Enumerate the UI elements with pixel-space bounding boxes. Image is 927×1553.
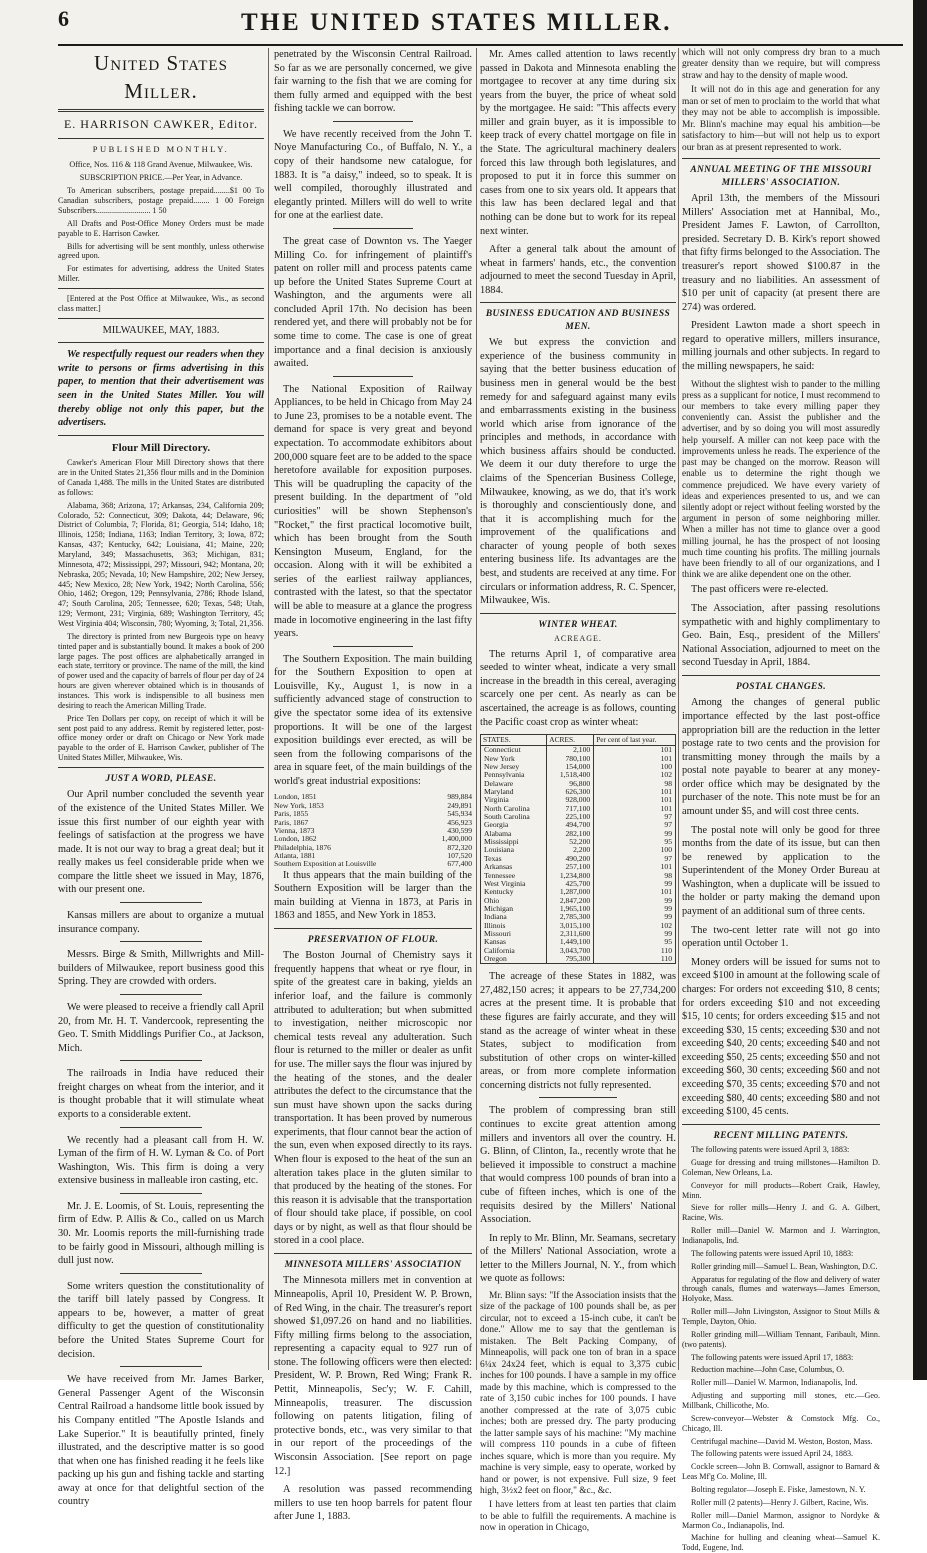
article-paragraph: The Boston Journal of Chemistry says it frequently happens that wheat or rye flour, in spite of the greatest care in baking, yields an inferior loaf, and the failure is commonly attributed to adulteration; but when submitted to investigation, neither microscopic nor chemical tests reveal any adulteration. Such flour is returned to the miller or dealer as unfit for use. The miller says the flour was injured by the heating of the stones, and the dealer attributes the defect to the circumstance that the sun must have shown upon the sacks during transportation. It has been proved by numerous experiments, that flour cannot bear the action of the sun, even when exposed directly to its rays. When flour is exposed to the heat of the sun an alteration takes place in the gluten similar to that produced by the heating of the stones. For this reason it is advisable that the transportation of flour should take place, if possible, on cool days or by night, as well as that flour should be stored in a cool place. <box>274 950 472 1247</box>
article-paragraph: In reply to Mr. Blinn, Mr. Seamans, secretary of the Millers' National Association, wrote a letter to the Millers Journal, N. Y., from which we quote as follows: <box>480 1232 676 1285</box>
column-rule <box>678 48 679 1370</box>
exposition-name: Philadelphia, 1876 <box>274 842 331 852</box>
exposition-name: Vienna, 1873 <box>274 825 315 835</box>
article-paragraph: Mr. Ames called attention to laws recently passed in Dakota and Minnesota enabling the mortgagee to recover at any time during six years from the buyer, the price of wheat sold by the mortgagee. He said: "This affects every miller and grain buyer, as it is impossible to keep track of every chattel mortgage on file in the State. The agricultural machinery dealers forced this law through both legislatures, and proposed to put it in force this summer on cases from one to six years old. It appears that this law has been declared legal and that nothing can be done but to work for its repeal next winter. <box>480 49 676 237</box>
state-cell: Louisiana <box>481 846 547 854</box>
article-paragraph: penetrated by the Wisconsin Central Railroad. So far as we are personally concerned, we give fair warning to the fish that we are coming for them fully armed and equipped with the best fishing tackle we can borrow. <box>274 49 472 115</box>
acres-cell: 717,100 <box>547 805 594 813</box>
exposition-name: London, 1862 <box>274 834 317 844</box>
divider <box>120 1366 202 1367</box>
bills-note: Bills for advertising will be sent monthly, unless otherwise agreed upon. <box>58 241 264 261</box>
dateline: MILWAUKEE, MAY, 1883. <box>102 324 220 336</box>
divider <box>58 342 264 343</box>
patent-entry: Adjusting and supporting mill stones, etc.—Geo. Millbank, Chillicothe, Mo. <box>682 1391 880 1411</box>
state-cell: Missouri <box>481 930 547 938</box>
article-paragraph: April 13th, the members of the Missouri Millers' Association met at Hannibal, Mo., President James F. Lawton, of Carrollton, presided. Secretary D. B. Kirk's report showed that fifty firms belonged to the Association. The treasurer's report showed $100.87 in the treasury and no liabilities. An assessment of $10 per unit of capacity (at present there are 274) was ordered. <box>682 193 880 313</box>
price-list: To American subscribers, postage prepaid........$1 00 To Canadian subscribers, postage prepaid........ 1 00 Foreign Subscribers........................... 1 50 <box>58 186 264 215</box>
state-cell: West Virginia <box>481 880 547 888</box>
article-paragraph: The Association, after passing resolutions sympathetic with and highly complimentary to Geo. Bain, Esq., president of the Millers' National Association, adjourned to meet on the second Tuesday in April, 1884. <box>682 603 880 669</box>
divider <box>58 318 264 319</box>
acres-cell: 1,449,100 <box>547 938 594 946</box>
article-paragraph: Mr. J. E. Loomis, of St. Louis, representing the firm of Edw. P. Allis & Co., called on us March 30. Mr. Loomis reports the mill-furnishing trade to be fairly good in Missouri, although milling is dull just now. <box>58 1200 264 1267</box>
article-paragraph: Our April number concluded the seventh year of the existence of the United States Miller. We issue this first number of our eighth year with feelings of satisfaction at the progress we have made. It is not our way to brag a great deal; but it really makes us feel considerable pride when we compare the little sheet we issued in May, 1876, with our present one. <box>58 789 264 896</box>
directory-price: Price Ten Dollars per copy, on receipt of which it will be sent post paid to any address. Remit by registered letter, post-office money order or draft on Chicago or New York made payable to the order of E. Harrison Cawker, publisher of The United States Miller, Milwaukee, Wis. <box>58 713 264 763</box>
patent-entry: Reduction machine—John Case, Columbus, O. <box>691 1365 845 1375</box>
quoted-letter: It will not do in this age and generation for any man or set of men to proclaim to the world that what they may not be able to accomplish is impossible. Mr. Blinn's machine may equal his ambition—be satisfactory to him—but will not help us to export our bran as at present represented to work. <box>682 85 880 153</box>
article-paragraph: The two-cent letter rate will not go into operation until October 1. <box>682 924 880 950</box>
acres-cell: 2,100 <box>547 746 594 755</box>
exposition-name: New York, 1853 <box>274 800 324 810</box>
exposition-row <box>274 860 472 868</box>
divider <box>539 1097 617 1098</box>
percent-cell: 99 <box>594 830 676 838</box>
acres-cell: 2,847,200 <box>547 897 594 905</box>
divider <box>274 928 472 929</box>
state-cell: North Carolina <box>481 805 547 813</box>
patent-entry: The following patents were issued April 10, 1883: <box>691 1248 854 1258</box>
subscription-line: SUBSCRIPTION PRICE.—Per Year, in Advance. <box>79 173 243 183</box>
winter-wheat-heading: WINTER WHEAT. <box>538 619 618 630</box>
patent-entry: The following patents were issued April 24, 1883. <box>691 1449 854 1459</box>
divider <box>682 675 880 676</box>
divider <box>120 1193 202 1194</box>
exposition-name: Paris, 1855 <box>274 809 309 819</box>
acres-cell: 2,785,300 <box>547 913 594 921</box>
acres-cell: 96,800 <box>547 780 594 788</box>
article-paragraph: Messrs. Birge & Smith, Millwrights and Mill-builders of Milwaukee, report business good this Spring. They are crowded with orders. <box>58 949 264 988</box>
reader-request: We respectfully request our readers when they write to persons or firms advertising in this paper, to mention that their advertisement was seen in the United States Miller. You will thereby oblige not only this paper, but the advertisers. <box>58 349 264 429</box>
state-cell: New Jersey <box>481 763 547 771</box>
percent-cell: 101 <box>594 888 676 896</box>
acreage-subheading: ACREAGE. <box>554 634 602 644</box>
article-paragraph: Kansas millers are about to organize a mutual insurance company. <box>58 910 264 935</box>
divider <box>333 228 412 229</box>
estimates-note: For estimates for advertising, address the United States Miller. <box>58 264 264 284</box>
acres-cell: 3,015,100 <box>547 922 594 930</box>
acres-cell: 780,100 <box>547 755 594 763</box>
masthead-rule <box>58 44 903 46</box>
percent-cell: 95 <box>594 938 676 946</box>
state-cell: Delaware <box>481 780 547 788</box>
acres-cell: 2,200 <box>547 846 594 854</box>
quoted-letter: Mr. Blinn says: "If the Association insists that the size of the package of 100 pounds shall be, as per circular, not to exceed a 15-inch cube, it can't be done." Allow me to say that the gentleman is mistaken. The Belt Packing Company, of Minneapolis, will pack one ton of bran in a space 6¼x 24x24 feet, which is equal to 3,375 cubic inches for 100 pounds. I have a sample in my office made by this machine, which is compressed to the rate of 3,150 cubic inches for 100 pounds. I have another compressed at the rate of 3,075 cubic inches; both are pressed dry. The party producing the latter sample says of his machine: "My machine will compress 110 pounds in a cube of fifteen inches square, which is more than you require. My machine is very simple, easy to operate, worked by hand or power, is not expensive. Full size, 9 feet high, 3½x2 feet on floor," &c., &c. <box>480 1291 676 1496</box>
patent-list <box>682 1145 880 1553</box>
state-cell: Michigan <box>481 905 547 913</box>
published-line: PUBLISHED MONTHLY. <box>92 144 230 155</box>
page-number: 6 <box>58 6 69 31</box>
column-rule <box>268 48 269 1370</box>
percent-cell: 101 <box>594 788 676 796</box>
patent-entry: Sieve for roller mills—Henry J. and G. A. Gilbert, Racine, Wis. <box>682 1203 880 1223</box>
exposition-area: 677,400 <box>447 859 472 869</box>
orders-note: All Drafts and Post-Office Money Orders must be made payable to E. Harrison Cawker. <box>58 218 264 238</box>
article-paragraph: We but express the conviction and experience of the business community in saying that the better business education of business men in general would be the best remedy for and safeguard against many evils and embarrassments existing in the business world which arise from ignorance of the principles and methods, in accordance with which business affairs should be conducted. We deem it our duty therefore to urge the claims of the Spencerian Business College, Milwaukee, knowing, as we do, that it's work is thoroughly and conscientiously done, and that it is accomplishing much for the improvement of the qualifications and character of young people of both sexes entering business life. Its advantages are the best, and students are received at any time. For circulars or information address, R. C. Spencer, Milwaukee, Wis. <box>480 337 676 607</box>
column-1 <box>58 48 264 1508</box>
office-line: Office, Nos. 116 & 118 Grand Avenue, Milwaukee, Wis. <box>69 160 253 170</box>
article-paragraph: The postal note will only be good for three months from the date of its issue, but can then be renewed by application to the Superintendent of the Money Order Bureau at Washington, when a duplicate will be issued to the holder or party making the demand upon payment of an additional sum of three cents. <box>682 824 880 918</box>
state-cell: Alabama <box>481 830 547 838</box>
quoted-letter: which will not only compress dry bran to a much greater density than we require, but will compress straw and hay to the density of maple wood. <box>682 48 880 81</box>
percent-cell: 97 <box>594 855 676 863</box>
patent-entry: The following patents were issued April 3, 1883: <box>691 1145 850 1155</box>
acres-cell: 494,700 <box>547 821 594 829</box>
patent-entry: Roller mill—Daniel W. Marmon and J. Warrington, Indianapolis, Ind. <box>682 1226 880 1245</box>
just-a-word-heading: JUST A WORD, PLEASE. <box>105 774 217 784</box>
divider <box>120 1127 202 1128</box>
directory-states: Alabama, 368; Arizona, 17; Arkansas, 234, California 209; Colorado, 52: Connecticut, 309; Dakota, 44; Delaware, 96; District of Columbia, 7; Florida, 81; Georgia, 514; Idaho, 18; Illinois, 1258; Indiana, 1163; Indian Territory, 3; Iowa, 872; Kansas, 437; Kentucky, 642; Louisiana, 41; Maine, 220; Maryland, 349; Massachusetts, 363; Michigan, 831; Minnesota, 472; Mississippi, 297; Missouri, 942; Montana, 20; Nebraska, 205; Nevada, 10; New Hampshire, 202; New Jersey, 445; New Mexico, 28; New York, 1942; North Carolina, 556; Ohio, 1462; Oregon, 129; Pennsylvania, 2786; Rhode Island, 47; South Carolina, 205; Tennessee, 620; Texas, 548; Utah, 129; Vermont, 231; Virginia, 689; Washington Territory, 45; West Virginia 404; Wisconsin, 780; Wyoming, 3; Total, 21,356. <box>58 500 264 628</box>
exposition-name: Atlanta, 1881 <box>274 850 316 860</box>
state-cell: Virginia <box>481 796 547 804</box>
percent-cell: 99 <box>594 897 676 905</box>
divider <box>120 1060 202 1061</box>
missouri-heading: ANNUAL MEETING OF THE MISSOURI MILLERS' ASSOCIATION. <box>690 165 872 188</box>
patent-entry: Conveyor for mill products—Robert Craik, Hawley, Minn. <box>682 1180 880 1200</box>
state-cell: Oregon <box>481 955 547 964</box>
acreage-table <box>480 734 676 964</box>
scan-edge <box>913 0 927 1380</box>
exposition-area: 872,320 <box>447 842 472 852</box>
divider <box>120 994 202 995</box>
article-paragraph: A resolution was passed recommending millers to use ten hoop barrels for patent flour after June 1, 1883. <box>274 1484 472 1523</box>
state-cell: Connecticut <box>481 746 547 755</box>
divider <box>58 288 264 289</box>
acres-cell: 490,200 <box>547 855 594 863</box>
state-cell: Georgia <box>481 821 547 829</box>
divider <box>333 121 412 122</box>
exposition-area: 1,400,000 <box>441 834 472 844</box>
exposition-area: 545,934 <box>447 809 472 819</box>
divider <box>58 109 264 112</box>
state-cell: Arkansas <box>481 863 547 871</box>
divider <box>120 902 202 903</box>
acres-cell: 928,000 <box>547 796 594 804</box>
state-cell: New York <box>481 755 547 763</box>
divider <box>274 1253 472 1254</box>
percent-cell: 98 <box>594 872 676 880</box>
acres-cell: 1,965,100 <box>547 905 594 913</box>
patent-entry: Roller grinding mill—William Tennant, Faribault, Minn. (two patents). <box>682 1329 880 1349</box>
patent-entry: The following patents were issued April 17, 1883: <box>691 1352 854 1362</box>
state-cell: Tennessee <box>481 872 547 880</box>
acres-cell: 257,100 <box>547 863 594 871</box>
state-cell: Mississippi <box>481 838 547 846</box>
column-rule <box>476 48 477 1370</box>
column-header-acres: ACRES. <box>547 735 594 746</box>
acres-cell: 1,518,400 <box>547 771 594 779</box>
quoted-speech: Without the slightest wish to pander to the milling press as a supplicant for notice, I must recommend to our members to take every milling paper they conveniently can. Assist the publisher and the advertiser, and by so doing you will most assuredly help yourself. A miller can not keep pace with the improvements unless he reads. The experience of the past may be changed on the morrow. Reason will enable us to determine the right though we commence prejudiced. We have every variety of ideas and experiences presented to us, and we can silently adopt or reject without feeling worsted by the argument in person of some neighboring miller. When a miller has not time to glance over a good milling journal, he has the prospect of not loosing much time counting his profits. The milling journals have been friendly to all of our organizations, and I think we are alike dependent one on the other. <box>682 378 880 580</box>
divider <box>120 1273 202 1274</box>
divider <box>58 435 264 436</box>
state-cell: Pennsylvania <box>481 771 547 779</box>
state-cell: Kentucky <box>481 888 547 896</box>
percent-cell: 101 <box>594 796 676 804</box>
article-paragraph: We recently had a pleasant call from H. W. Lyman of the firm of H. W. Lyman & Co. of Port Washington, Wis. This firm is doing a very extensive business in malleable iron casting, etc. <box>58 1134 264 1187</box>
exposition-area: 249,891 <box>447 800 472 810</box>
acres-cell: 282,100 <box>547 830 594 838</box>
article-paragraph: President Lawton made a short speech in regard to operative millers, millers insurance, milling journals and other subjects. In regard to the milling newspapers, he said: <box>682 320 880 372</box>
exposition-area: 989,884 <box>447 792 472 802</box>
percent-cell: 100 <box>594 846 676 854</box>
exposition-area: 456,923 <box>447 817 472 827</box>
acreage-row <box>481 955 676 964</box>
divider <box>120 941 202 942</box>
divider <box>682 1124 880 1125</box>
percent-cell: 100 <box>594 763 676 771</box>
exposition-area: 430,599 <box>447 825 472 835</box>
acres-cell: 3,043,700 <box>547 947 594 955</box>
acres-cell: 1,287,000 <box>547 888 594 896</box>
divider <box>58 767 264 768</box>
article-paragraph: We have received from Mr. James Barker, General Passenger Agent of the Wisconsin Central Railroad a handsome little book issued by his Company entitled "The Apostle Islands and Lake Superior." It is beautifully printed, finely illustrated, and the descriptive matter is so good that when one has finished reading it he feels like packing up his gun and fishing tackle and starting away at once for that delightful section of the country <box>58 1374 264 1508</box>
percent-cell: 99 <box>594 905 676 913</box>
article-paragraph: The acreage of these States in 1882, was 27,482,150 acres; it appears to be 27,734,200 acres at the present time. It is probable that these figures are fairly accurate, and they will stand as the acreage of winter wheat in these States, subject to modification from substitution of other crops on winter-killed areas, or from more complete information concerning districts not fully represented. <box>480 971 676 1091</box>
article-paragraph: The returns April 1, of comparative area seeded to winter wheat, indicate a very small increase in the breadth in this cereal, averaging scarcely one per cent. As nearly as can be ascertained, the acreage is as follows, counting the Pacific coast crop as winter wheat: <box>480 648 676 728</box>
patent-entry: Apparatus for regulating of the flow and delivery of water through canals, flumes and waterways—James Emerson, Holyoke, Mass. <box>682 1274 880 1304</box>
percent-cell: 99 <box>594 880 676 888</box>
acres-cell: 225,100 <box>547 813 594 821</box>
percent-cell: 102 <box>594 922 676 930</box>
article-paragraph: Money orders will be issued for sums not to exceed $100 in amount at the following scale of charges: For orders not exceeding $10, 8 cents; for orders exceeding $10 and not exceeding $15, 10 cents; for orders exceeding $15 and not exceeding $30, 15 cents; exceeding $30 and not exceeding $40, 20 cents; exceeding $40 and not exceeding $50, 25 cents; exceeding $50 and not exceeding $60, 30 cents; exceeding $60 and not exceeding $70, 35 cents; exceeding $70 and not exceeding $80, 40 cents; exceeding $80 and not exceeding $100, 45 cents. <box>682 956 880 1118</box>
article-paragraph: The great case of Downton vs. The Yaeger Milling Co. for infringement of plaintiff's patent on roller mill and process patents came up before the United States Supreme Court at Washington, and the arguments were all concluded April 17th. No decision has been rendered yet, and there will probably not be for some time to come. The case is one of great importance and a final decision is anxiously awaited. <box>274 235 472 370</box>
exposition-area: 107,520 <box>447 850 472 860</box>
patent-entry: Centrifugal machine—David M. Weston, Boston, Mass. <box>691 1436 873 1446</box>
divider <box>58 138 264 139</box>
percent-cell: 101 <box>594 746 676 755</box>
percent-cell: 98 <box>594 780 676 788</box>
percent-cell: 110 <box>594 955 676 964</box>
patent-entry: Screw-conveyor—Webster & Comstock Mfg. Co., Chicago, Ill. <box>682 1413 880 1433</box>
divider <box>333 376 412 377</box>
article-paragraph: The Minnesota millers met in convention at Minneapolis, April 10, President W. P. Brown, of Red Wing, in the chair. The treasurer's report showed $1,097.26 on hand and no liabilities. Fifty milling firms belong to the association, representing a capacity equal to 927 run of stone. The following officers were then elected: President, W. P. Brown, Red Wing; Frank R. Pettit, Minneapolis, Sec'y; W. F. Cahill, Minneapolis, treasurer. The discussion following on patents litigation, filing of protective bonds, etc., was very similar to that in our report of the proceedings of the Wisconsin Association. [See report on page 12.] <box>274 1275 472 1477</box>
paper-nameplate: United States Miller. <box>94 51 228 103</box>
percent-cell: 102 <box>594 771 676 779</box>
state-cell: California <box>481 947 547 955</box>
directory-heading: Flour Mill Directory. <box>111 441 211 454</box>
patents-heading: RECENT MILLING PATENTS. <box>713 1130 849 1141</box>
acres-cell: 154,000 <box>547 763 594 771</box>
acres-cell: 626,300 <box>547 788 594 796</box>
state-cell: Ohio <box>481 897 547 905</box>
percent-cell: 110 <box>594 947 676 955</box>
directory-intro: Cawker's American Flour Mill Directory shows that there are in the United States 21,356 flour mills and in the Dominion of Canada 1,488. The mills in the United States are distributed as follows: <box>58 458 264 497</box>
percent-cell: 101 <box>594 805 676 813</box>
percent-cell: 95 <box>594 838 676 846</box>
exposition-name: London, 1851 <box>274 792 317 802</box>
state-cell: Maryland <box>481 788 547 796</box>
acres-cell: 795,300 <box>547 955 594 964</box>
column-header-states: STATES. <box>481 735 547 746</box>
article-paragraph: It thus appears that the main building of the Southern Exposition will be larger than the main building at Vienna in 1873, at Paris in 1863 and 1855, and New York in 1853. <box>274 869 472 922</box>
percent-cell: 97 <box>594 813 676 821</box>
state-cell: Illinois <box>481 922 547 930</box>
percent-cell: 99 <box>594 930 676 938</box>
column-2 <box>274 48 472 1523</box>
postal-heading: POSTAL CHANGES. <box>735 681 827 692</box>
divider <box>480 613 676 614</box>
acres-cell: 52,200 <box>547 838 594 846</box>
article-paragraph: The problem of compressing bran still continues to excite great attention among millers and inventors all over the country. H. G. Blinn, of Clinton, Ia., recently wrote that he believed it impossible to construct a machine that would compress 100 pounds of bran into a cube of fifteen inches, which is one of the requisits desired by the Millers' National Association. <box>480 1105 676 1226</box>
masthead: THE UNITED STATES MILLER. <box>240 9 673 36</box>
article-paragraph: Among the changes of general public importance effected by the last post-office appropriation bill are the reduction in the letter postage rate to two cents and the provision for transmitting money through the mails by a postal note payable to bearer at any money-order office which may be designated by the purchaser of the note. This note must be for an amount under $5, and will cost three cents. <box>682 697 880 817</box>
patent-entry: Roller grinding mill—Samuel L. Bean, Washington, D.C. <box>691 1261 878 1271</box>
entered-note: [Entered at the Post Office at Milwaukee, Wis., as second class matter.] <box>58 293 264 313</box>
state-cell: South Carolina <box>481 813 547 821</box>
article-paragraph: Some writers question the constitutionality of the tariff bill lately passed by Congress. It appears to be, however, a matter of great difficulty to get the question of constitutionality before the United States Supreme Court for decision. <box>58 1280 264 1360</box>
editor-line: E. HARRISON CAWKER, Editor. <box>63 117 259 132</box>
business-heading: BUSINESS EDUCATION AND BUSINESS MEN. <box>485 309 671 332</box>
patent-entry: Guage for dressing and truing millstones—Hamilton D. Coleman, New Orleans, La. <box>682 1157 880 1177</box>
percent-cell: 97 <box>594 821 676 829</box>
article-paragraph: We have recently received from the John T. Noye Manufacturing Co., of Buffalo, N. Y., a copy of their handsome new catalogue, for 1883. It is "a daisy," indeed, so to speak. It is well compiled, thoroughly illustrated and elegantly printed. Millers will do well to write for one at the earliest date. <box>274 128 472 222</box>
acres-cell: 1,234,800 <box>547 872 594 880</box>
acres-cell: 2,311,600 <box>547 930 594 938</box>
state-cell: Kansas <box>481 938 547 946</box>
state-cell: Indiana <box>481 913 547 921</box>
preservation-heading: PRESERVATION OF FLOUR. <box>307 934 439 945</box>
patent-entry: Machine for hulling and cleaning wheat—Samuel K. Todd, Eugene, Ind. <box>682 1533 880 1553</box>
column-4 <box>682 48 880 1553</box>
acres-cell: 425,700 <box>547 880 594 888</box>
divider <box>480 302 676 303</box>
article-paragraph: The National Exposition of Railway Appliances, to be held in Chicago from May 24 to June 23, promises to be a notable event. The demand for space is very great and beyond expectation. To accommodate exhibitors about 200,000 square feet are to be added to the space heretofore available for exposition purposes. This will be quadrupling the capacity of the present building. In the department of "old curiosities" will be shown Stephenson's "Rocket," the first practical locomotive built, which has been brought from the South Kensington Museum, England, for the occasion. Along with it will be exhibited a series of the earliest railway appliances, contrasted with the latest, so that the spectator will be able to measure at a glance the progress made in locomotive engineering in the last fifty years. <box>274 383 472 640</box>
quoted-letter: I have letters from at least ten parties that claim to be able to fulfill the requirements. A machine is now in operation in Chicago, <box>480 1500 676 1534</box>
patent-entry: Roller mill (2 patents)—Henry J. Gilbert, Racine, Wis. <box>691 1497 869 1507</box>
patent-entry: Roller mill—Daniel W. Marmon, Indianapolis, Ind. <box>691 1378 858 1388</box>
patent-entry: Bolting regulator—Joseph E. Fiske, Jamestown, N. Y. <box>691 1485 866 1495</box>
article-paragraph: After a general talk about the amount of wheat in farmers' hands, etc., the convention adjourned to meet the second Tuesday in April, 1884. <box>480 244 676 296</box>
exposition-name: Paris, 1867 <box>274 817 309 827</box>
percent-cell: 101 <box>594 863 676 871</box>
column-header-percent: Per cent of last year. <box>594 735 676 746</box>
divider <box>333 646 412 647</box>
exposition-name: Southern Exposition at Louisville <box>274 859 377 869</box>
divider <box>682 158 880 159</box>
column-3 <box>480 48 676 1534</box>
exposition-table <box>274 793 472 868</box>
patent-entry: Roller mill—Daniel Marmon, assignor to Nordyke & Marmon Co., Indianapolis, Ind. <box>682 1510 880 1530</box>
patent-entry: Cockle screen—John B. Cornwall, assignor to Barnard & Leas Mf'g Co. Moline, Ill. <box>682 1462 880 1482</box>
patent-entry: Roller mill—John Livingston, Assignor to Stout Mills & Temple, Dayton, Ohio. <box>682 1307 880 1326</box>
article-paragraph: The Southern Exposition. The main building for the Southern Exposition to open at Louisville, Ky., August 1, is now in a sufficiently advanced stage of construction to give the spectator some idea of its extensive proportions. It will be one of the largest exposition buildings ever erected, as will be seen from the following comparisons of the area in square feet, of the main buildings of the world's great industrial expositions: <box>274 653 472 787</box>
state-cell: Texas <box>481 855 547 863</box>
percent-cell: 101 <box>594 755 676 763</box>
article-paragraph: The past officers were re-elected. <box>691 584 829 596</box>
directory-description: The directory is printed from new Burgeois type on heavy tinted paper and is substantially bound. It makes a book of 200 large pages. The post offices are alphabetically arranged in each state, territory or province. The name of the mill, the kind of power used and the capacity of barrels of flour per day of 24 hours are given wherever obtained which is in thousands of instances. This work is indispensible to all business men desiring to reach the American Milling Trade. <box>58 631 264 710</box>
article-paragraph: The railroads in India have reduced their freight charges on wheat from the interior, and it is thought probable that it will stimulate wheat exports to a considerable extent. <box>58 1068 264 1120</box>
percent-cell: 99 <box>594 913 676 921</box>
article-paragraph: We were pleased to receive a friendly call April 20, from Mr. H. T. Vandercook, representing the Geo. T. Smith Middlings Purifier Co., at Jackson, Mich. <box>58 1001 264 1054</box>
minnesota-heading: MINNESOTA MILLERS' ASSOCIATION <box>284 1260 462 1271</box>
